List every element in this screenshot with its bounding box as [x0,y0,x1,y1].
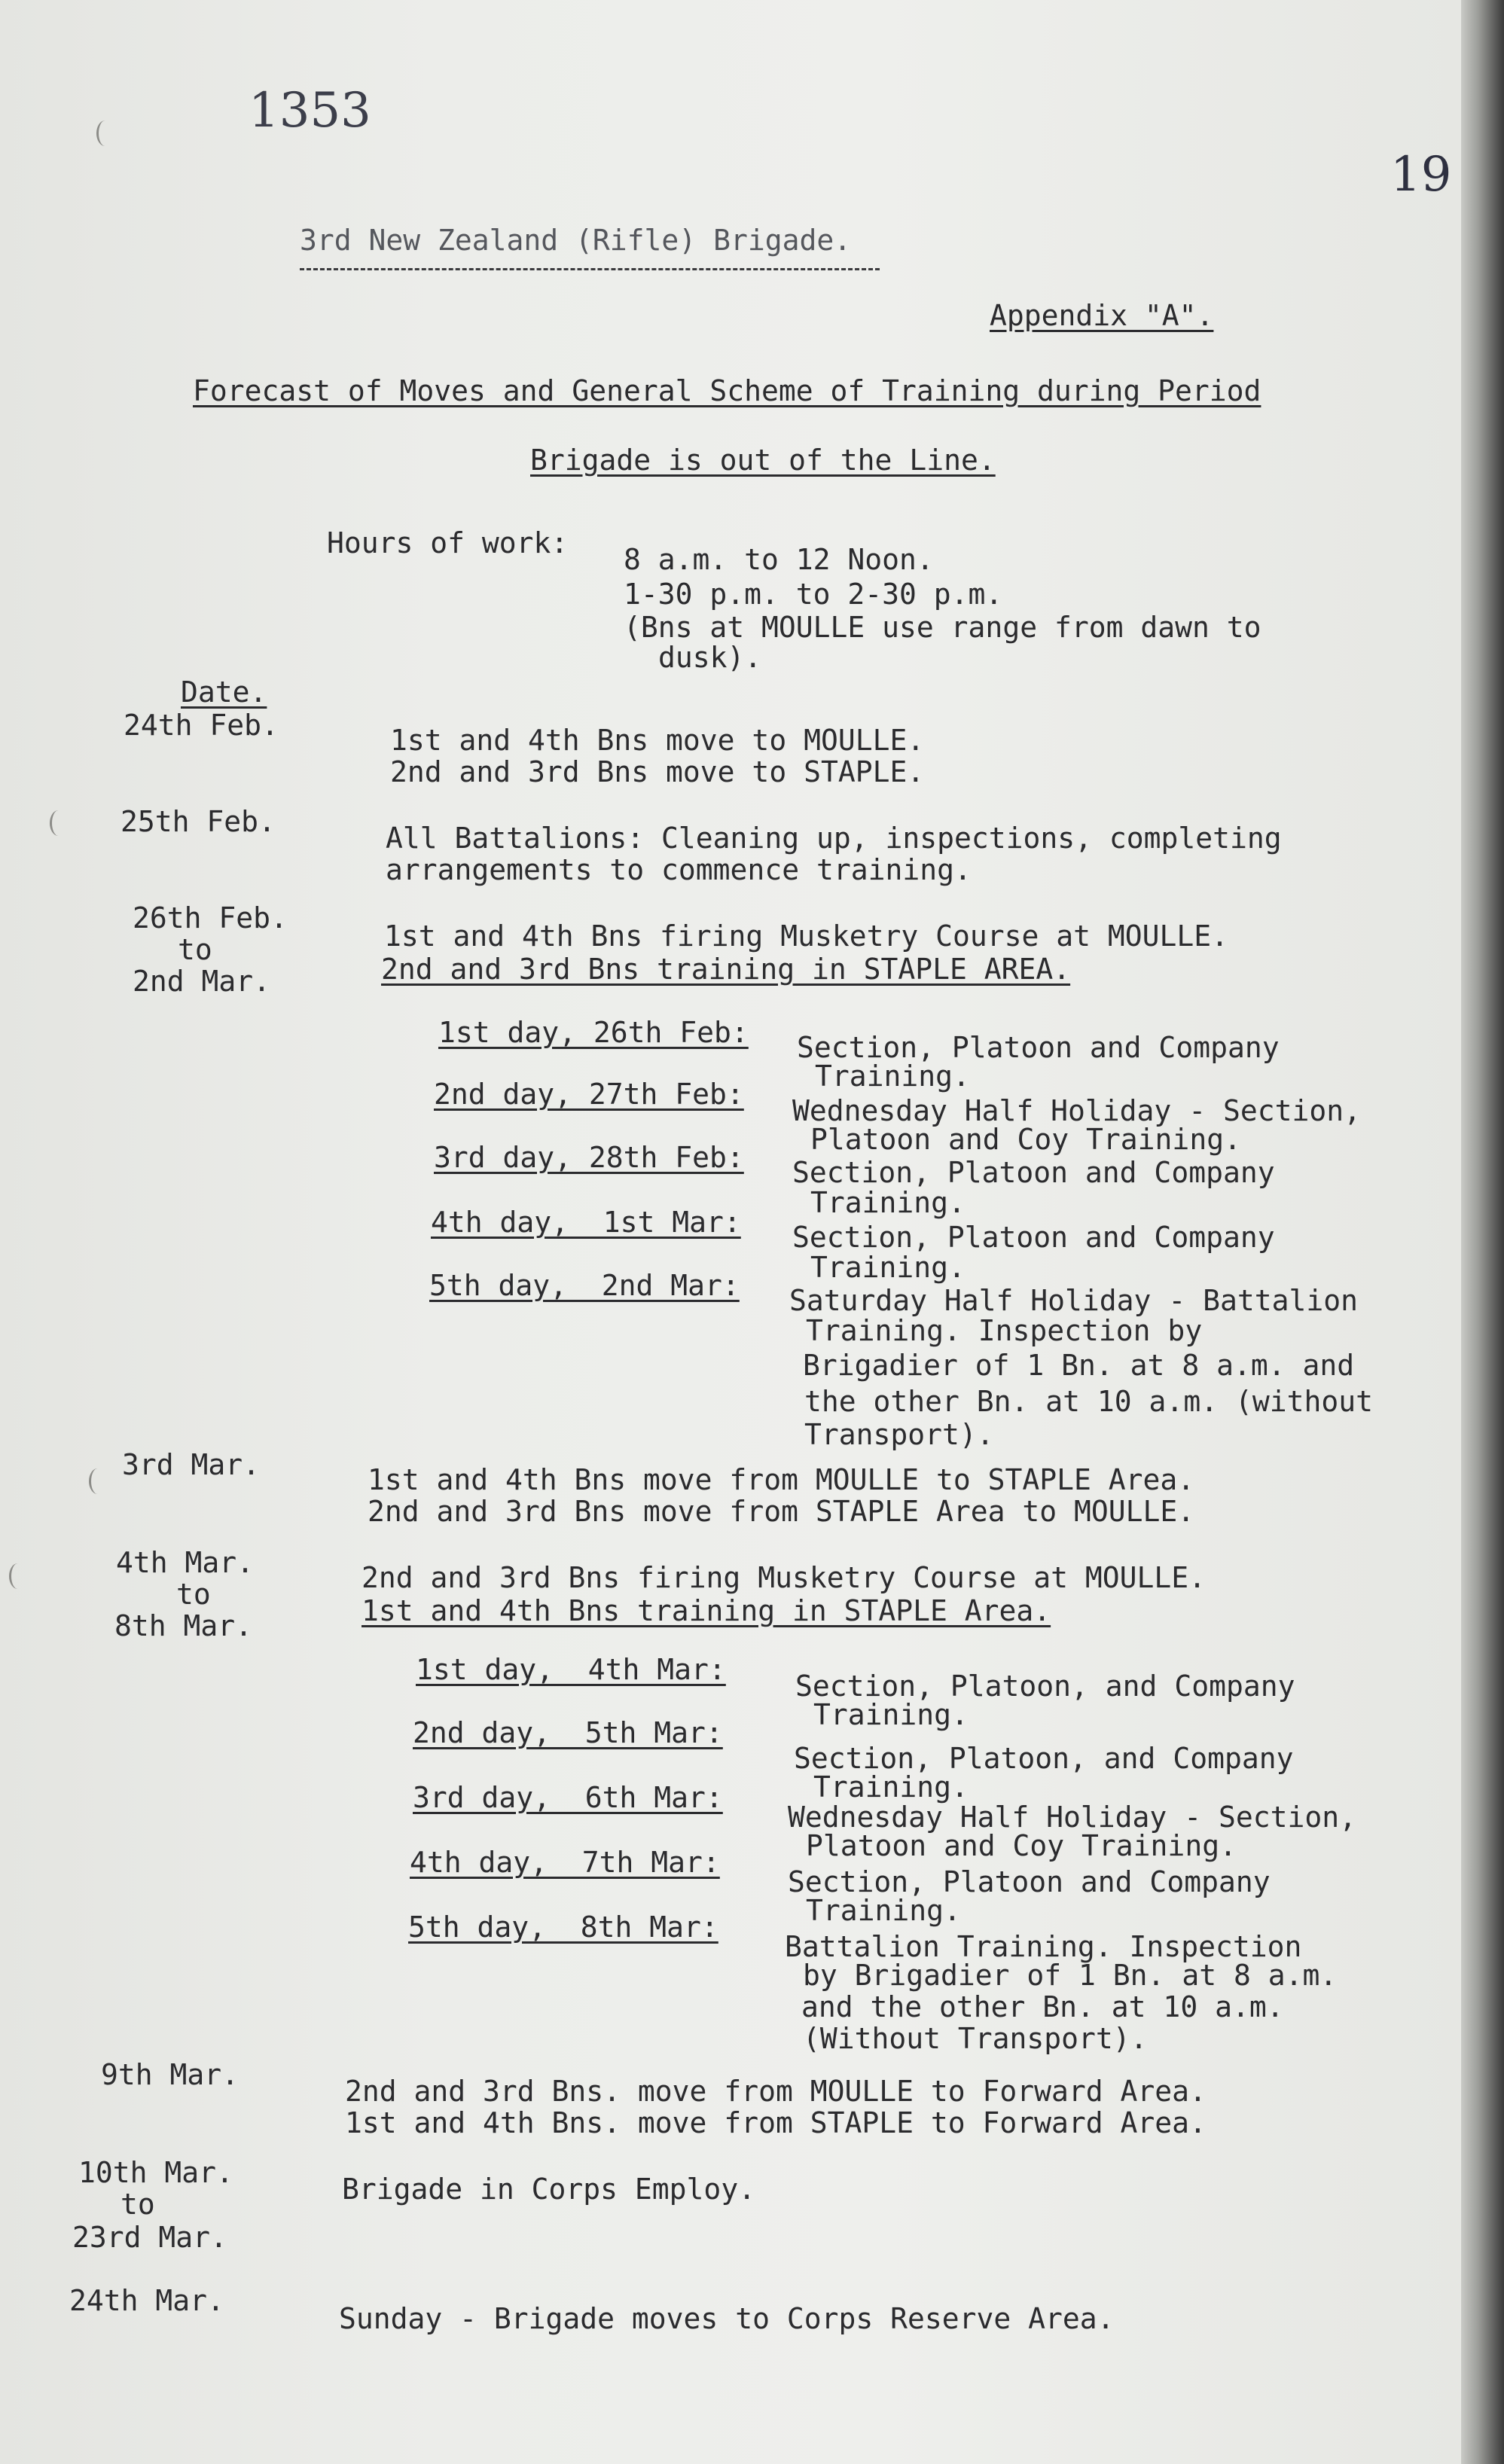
punch-hole [9,1563,26,1589]
entry-date: to [176,1578,211,1611]
entry-line: Sunday - Brigade moves to Corps Reserve Area. [339,2302,1115,2335]
schedule-day: 5th day, 2nd Mar: [429,1269,740,1302]
entry-line: 1st and 4th Bns move from MOULLE to STAPLE Area. [368,1463,1195,1496]
schedule-line: Saturday Half Holiday - Battalion [789,1284,1358,1317]
schedule-line: Training. [813,1698,969,1731]
schedule-line: the other Bn. at 10 a.m. (without [804,1385,1373,1418]
entry-date: 4th Mar. [116,1546,255,1579]
entry-date: to [121,2188,155,2221]
entry-date: 24th Mar. [69,2284,224,2317]
entry-line: All Battalions: Cleaning up, inspections, completing [386,822,1282,855]
entry-line: 2nd and 3rd Bns move from STAPLE Area to MOULLE. [368,1495,1195,1528]
page-number: 19 [1390,147,1452,203]
schedule-day: 5th day, 8th Mar: [408,1911,718,1944]
entry-line: Brigade in Corps Employ. [342,2173,756,2206]
schedule-line: Section, Platoon, and Company [795,1670,1295,1703]
schedule-line: by Brigadier of 1 Bn. at 8 a.m. [803,1959,1338,1992]
entry-date: 24th Feb. [124,709,279,742]
entry-line: 1st and 4th Bns. move from STAPLE to Forward Area. [345,2106,1207,2139]
date-column-header: Date. [181,675,267,709]
schedule-line: Training. [810,1251,966,1284]
schedule-line: Wednesday Half Holiday - Section, [788,1801,1356,1834]
hours-line: dusk). [658,641,762,674]
entry-date: to [178,933,212,966]
entry-line: 2nd and 3rd Bns. move from MOULLE to Forward Area. [345,2075,1207,2108]
schedule-line: Brigadier of 1 Bn. at 8 a.m. and [803,1349,1355,1382]
entry-line: 1st and 4th Bns firing Musketry Course at MOULLE. [384,919,1229,953]
entry-date: 25th Feb. [121,805,276,838]
hours-line: 1-30 p.m. to 2-30 p.m. [624,578,1003,611]
schedule-line: Wednesday Half Holiday - Section, [792,1094,1361,1127]
schedule-line: Section, Platoon and Company [792,1221,1275,1254]
schedule-line: Training. [806,1894,961,1927]
hours-line: (Bns at MOULLE use range from dawn to [624,611,1261,644]
document-number: 1353 [249,83,371,139]
punch-hole [89,1468,106,1494]
hours-label: Hours of work: [327,526,569,560]
entry-date: 2nd Mar. [133,965,271,998]
schedule-day: 4th day, 1st Mar: [431,1206,741,1239]
schedule-line: and the other Bn. at 10 a.m. [801,1990,1284,2023]
schedule-line: Section, Platoon and Company [792,1156,1275,1189]
entry-date: 23rd Mar. [72,2221,227,2254]
schedule-day: 2nd day, 27th Feb: [434,1078,744,1111]
heading-underline [300,268,880,270]
schedule-line: Section, Platoon, and Company [794,1742,1294,1775]
entry-line: 1st and 4th Bns move to MOULLE. [390,724,925,757]
schedule-line: Training. [810,1186,966,1219]
hours-line: 8 a.m. to 12 Noon. [624,543,934,576]
page-edge [1461,0,1504,2464]
schedule-day: 3rd day, 6th Mar: [413,1781,723,1814]
schedule-day: 3rd day, 28th Feb: [434,1141,744,1174]
entry-date: 10th Mar. [78,2156,233,2189]
brigade-heading: 3rd New Zealand (Rifle) Brigade. [300,224,852,257]
entry-date: 9th Mar. [101,2058,239,2091]
entry-line: 1st and 4th Bns training in STAPLE Area. [362,1594,1051,1627]
schedule-line: (Without Transport). [803,2022,1148,2055]
entry-date: 8th Mar. [114,1609,253,1642]
schedule-day: 2nd day, 5th Mar: [413,1716,723,1749]
schedule-line: Training. [813,1770,969,1804]
entry-date: 3rd Mar. [122,1448,261,1481]
schedule-day: 1st day, 4th Mar: [416,1653,726,1686]
document-title: Forecast of Moves and General Scheme of Training during Period [193,374,1261,407]
schedule-line: Transport). [804,1418,994,1451]
entry-line: 2nd and 3rd Bns training in STAPLE AREA. [381,953,1071,986]
entry-line: 2nd and 3rd Bns move to STAPLE. [390,755,925,788]
schedule-day: 4th day, 7th Mar: [410,1846,720,1879]
schedule-line: Training. Inspection by [806,1314,1203,1347]
schedule-line: Battalion Training. Inspection [785,1930,1302,1963]
punch-hole [50,810,67,836]
entry-line: arrangements to commence training. [386,853,972,886]
schedule-line: Platoon and Coy Training. [810,1123,1241,1156]
schedule-line: Section, Platoon and Company [788,1865,1271,1898]
schedule-line: Platoon and Coy Training. [806,1829,1237,1862]
appendix-label: Appendix "A". [990,299,1214,332]
entry-line: 2nd and 3rd Bns firing Musketry Course at MOULLE. [362,1561,1207,1594]
schedule-line: Section, Platoon and Company [797,1031,1280,1064]
document-title-line-2: Brigade is out of the Line. [530,444,996,477]
schedule-day: 1st day, 26th Feb: [438,1016,749,1049]
schedule-line: Training. [815,1060,970,1093]
punch-hole [96,120,114,146]
entry-date: 26th Feb. [133,901,288,935]
